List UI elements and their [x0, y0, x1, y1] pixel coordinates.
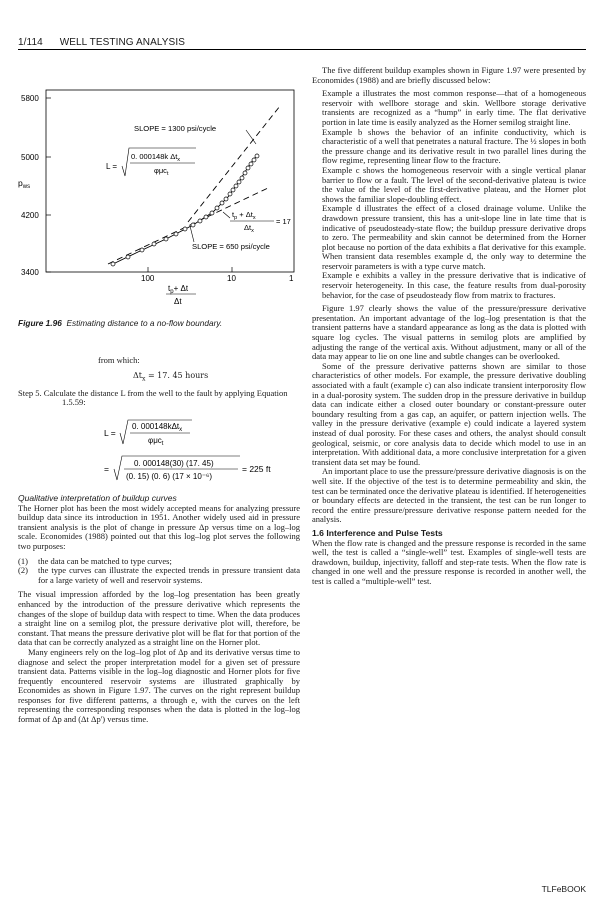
from-which-text: from which:	[98, 355, 140, 365]
slope-650-label: SLOPE = 650 psi/cycle	[192, 242, 270, 251]
example-b: Example b shows the behavior of an infinite conductivity, which is characteristic of a well that penetrates a natural fracture. The ½ slopes in both the pressure change and its derivative result in two parallel lines during the flow regime, representing linear flow to the fracture.	[322, 126, 586, 166]
figure-caption	[18, 318, 300, 328]
subsection-heading: Qualitative interpretation of buildup curves	[18, 493, 177, 503]
svg-text:tp + Δtx: $t_p + \Delta t_x$	[232, 210, 256, 221]
list-item-1: (1) the data can be matched to type curves;	[18, 555, 172, 566]
y-tick-3400: 3400	[21, 268, 39, 277]
x-axis-label-numerator: $t_p+ \Delta t$	[168, 284, 189, 295]
step-5: Step 5. Calculate the distance L from the well to the fault by applying Equation 1.5.59:	[18, 387, 288, 408]
running-title: WELL TESTING ANALYSIS	[59, 37, 185, 48]
svg-text:(0. 15) (0. 6) (17 × 10⁻⁶): (0. 15) (0. 6) (17 × 10⁻⁶)	[126, 472, 212, 481]
example-e: Example e exhibits a valley in the pressure derivative that is indicative of reservoir heterogeneity. In this case, the feature results from dual-porosity behavior, for the case of pseudosteady flow from matrix to fractures.	[322, 270, 586, 300]
left-paragraph-3: Many engineers rely on the log–log plot of Δp and its derivative versus time to diagnose and select the proper interpretation model for a given set of pressure transient data. Patterns visible in the log–log diagnostic and Horner plots for five frequently encountered reservoir systems are illustrated graphically by Economides as shown in Figure 1.97. The curves on the right represent buildup responses for five different patterns, a through e, with the curves on the left representing the corresponding responses when the data is plotted in the log–log format of Δp and (Δt Δp') versus time.	[18, 646, 300, 725]
svg-text:φμct: φμc$_t$	[148, 436, 164, 447]
svg-text:L =: L =	[104, 428, 116, 438]
x-tick-1: 1	[289, 274, 294, 283]
dtx-equation: $\Delta t_x = 17$. 45 hours	[133, 371, 209, 383]
svg-text:= 17: = 17	[276, 217, 291, 226]
running-header	[18, 37, 586, 48]
y-axis-label: $p_{ws}$	[18, 178, 31, 190]
svg-text:L =: L =	[106, 162, 118, 171]
x-axis	[141, 267, 294, 306]
x-tick-10: 10	[227, 274, 236, 283]
page-number: 1/114	[18, 37, 43, 48]
right-paragraph-3: An important place to use the pressure/pressure derivative diagnosis is on the well site. If the objective of the test is to determine permeability and skin, the test can be terminated once the derivative plateau is identified. If heterogeneities or boundary effects are detected in the transient, the test can be run longer to record the entire pressure/pressure derivative response pattern needed for the analysis.	[312, 466, 586, 525]
figure-1-96	[18, 82, 302, 314]
example-a: Example a illustrates the most common response—that of a homogeneous reservoir with wellbore storage and skin. Wellbore storage derivative transients are recognized as a “hump” in early time. The flat derivative portion in late time is easily analyzed as the Horner semilog straight line.	[322, 88, 586, 127]
L-equation-block	[18, 416, 300, 488]
example-c: Example c shows the homogeneous reservoir with a single vertical planar barrier to flow or a fault. The level of the second-derivative plateau is twice the value of the level of the first-derivative plateau, and the Horner plot shows the familiar slope-doubling effect.	[322, 164, 586, 204]
svg-text:0. 000148k Δtx: 0. 000148k $\Delta t_x$	[131, 152, 181, 163]
svg-text:=: =	[104, 464, 109, 474]
list-item-2: (2) the type curves can illustrate the expected trends in pressure transient data for a large variety of well and reservoir systems.	[18, 565, 300, 585]
header-rule	[18, 49, 586, 50]
footer-watermark: TLFeBOOK	[541, 884, 586, 894]
slope-1300-label: SLOPE = 1300 psi/cycle	[134, 124, 217, 133]
caption-label: Figure 1.96	[18, 318, 62, 328]
L-equation-inset	[106, 148, 196, 177]
caption-text: Estimating distance to a no-flow boundary.	[66, 318, 223, 328]
example-d: Example d illustrates the effect of a closed drainage volume. Unlike the drawdown pressure transient, this has a unit-slope line in late time that is indicative of pseudosteady-state flow; the buildup pressure derivative drops to zero. The permeability and skin cannot be determined from the Horner plot because no portion of the data exhibits a flat derivative for this example. When transient data resembles example d, the only way to determine the reservoir parameters is with a type curve match.	[322, 203, 586, 271]
svg-text:0. 000148(30) (17. 45): 0. 000148(30) (17. 45)	[134, 459, 214, 468]
ratio-equation-inset	[223, 210, 291, 234]
right-paragraph-2: Some of the pressure derivative patterns shown are similar to those characteristics of other models. For example, the pressure derivative doubling associated with a fault (example c) can also indicate transient interporosity flow in a dual-porosity system. The sudden drop in the pressure derivative in buildup data can indicate either a closed outer boundary or constant-pressure outer boundary resulting from a gas cap, an aquifer, or pattern injection wells. The valley in the pressure derivative (example e) could indicate a layered system instead of dual porosity. For these cases and others, the analyst should consult geological, seismic, or core analysis data to decide which model to use in an interpretation. With additional data, a more conclusive interpretation for a given transient data set may be found.	[312, 360, 586, 467]
right-paragraph-4: When the flow rate is changed and the pressure response is recorded in the same well, the test is called a “single-well” test. Examples of single-well tests are drawdown, buildup, injectivity, falloff and step-rate tests. When the flow rate is changed in one well and the pressure response is recorded in another well, the test is called a “multiple-well” test.	[312, 537, 586, 586]
right-paragraph-1: Figure 1.97 clearly shows the value of the pressure/pressure derivative presentation. An important advantage of the log–log presentation is that the transient patterns have a standard appearance as long as the data is plotted with square log cycles. The visual patterns in semilog plots are amplified by adjusting the range of the vertical axis. Without adjustment, many or all of the data may appear to lie on one line and subtle changes can be overlooked.	[312, 303, 586, 362]
left-column	[18, 494, 300, 725]
section-heading: 1.6 Interference and Pulse Tests	[312, 527, 443, 538]
svg-text:0. 000148kΔtx: 0. 000148kΔt$_x$	[132, 422, 183, 433]
from-which-block	[18, 355, 300, 408]
right-column	[312, 66, 586, 586]
x-axis-label-denominator: Δt	[174, 297, 182, 306]
svg-text:φμct: φμc$_t$	[154, 166, 169, 177]
y-tick-5000: 5000	[21, 153, 39, 162]
left-paragraph-2: The visual impression afforded by the log–log presentation has been greatly enhanced by the introduction of the pressure derivative which represents the changes of the slope of buildup data with respect to time. When the data produces a straight line on a semilog plot, the pressure derivative plot will, therefore, be constant. That means the pressure derivative plot will be flat for that portion of the data that can be correctly analyzed as a straight line on the Horner plot.	[18, 589, 300, 648]
svg-text:= 225 ft: = 225 ft	[242, 464, 271, 474]
right-intro: The five different buildup examples shown in Figure 1.97 were presented by Economides (1988) and are briefly discussed below:	[312, 65, 586, 85]
y-tick-4200: 4200	[21, 211, 39, 220]
x-tick-100: 100	[141, 274, 155, 283]
y-tick-5800: 5800	[21, 94, 39, 103]
svg-text:Δtx: $\Delta t_x$	[244, 223, 254, 234]
left-paragraph-1: The Horner plot has been the most widely accepted means for analyzing pressure buildup data since its introduction in 1951. Another widely used aid in pressure transient analysis is the plot of change in pressure Δp versus time on a log–log scale. Economides (1988) pointed out that this log–log plot serves the following two purposes:	[18, 502, 300, 551]
